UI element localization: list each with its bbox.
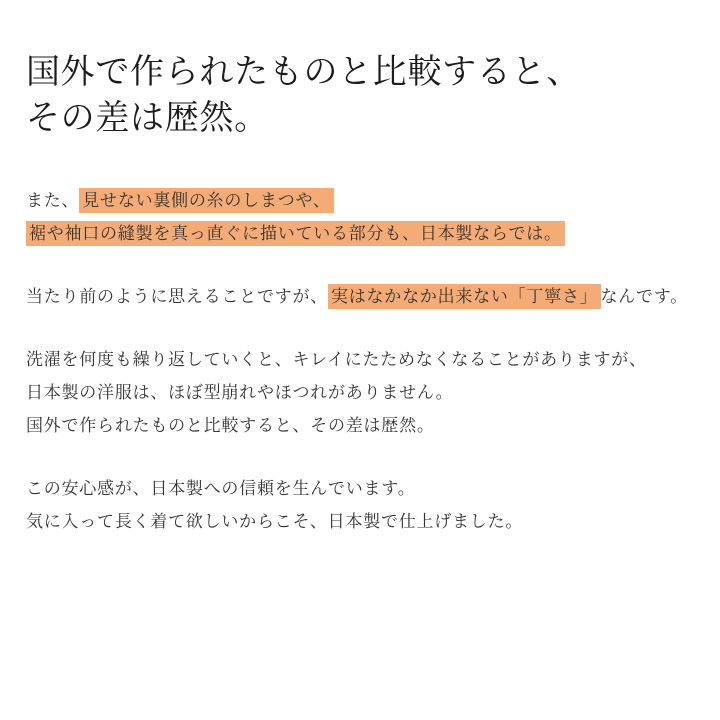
text-segment: 洗濯を何度も繰り返していくと、キレイにたためなくなることがありますが、 bbox=[26, 350, 647, 369]
text-line bbox=[26, 217, 700, 250]
text-segment: 気に入って長く着て欲しいからこそ、日本製で仕上げました。 bbox=[26, 512, 524, 531]
text-line bbox=[26, 184, 700, 217]
highlighted-text: 実はなかなか出来ない「丁寧さ」 bbox=[328, 284, 600, 309]
text-segment: この安心感が、日本製への信頼を生んでいます。 bbox=[26, 479, 416, 498]
text-line bbox=[26, 280, 700, 313]
text-line bbox=[26, 343, 700, 376]
highlighted-text: 裾や袖口の縫製を真っ直ぐに描いている部分も、日本製ならでは。 bbox=[26, 221, 565, 246]
text-line bbox=[26, 472, 700, 505]
text-segment: 当たり前のように思えることですが、 bbox=[26, 287, 329, 306]
highlighted-text: 見せない裏側の糸のしまつや、 bbox=[79, 188, 333, 213]
heading-line: 国外で作られたものと比較すると、 bbox=[26, 54, 581, 91]
paragraph bbox=[26, 184, 700, 250]
text-segment: 日本製の洋服は、ほぼ型崩れやほつれがありません。 bbox=[26, 383, 454, 402]
text-segment: 国外で作られたものと比較すると、その差は歴然。 bbox=[26, 416, 435, 435]
text-line bbox=[26, 505, 700, 538]
paragraph bbox=[26, 280, 700, 313]
text-line bbox=[26, 409, 700, 442]
text-segment: また、 bbox=[26, 191, 80, 210]
paragraph bbox=[26, 472, 700, 538]
text-segment: なんです。 bbox=[600, 287, 688, 306]
body-text-block bbox=[26, 184, 700, 538]
paragraph bbox=[26, 343, 700, 442]
page-heading bbox=[26, 50, 700, 142]
heading-line: その差は歴然。 bbox=[26, 100, 269, 137]
text-line bbox=[26, 376, 700, 409]
